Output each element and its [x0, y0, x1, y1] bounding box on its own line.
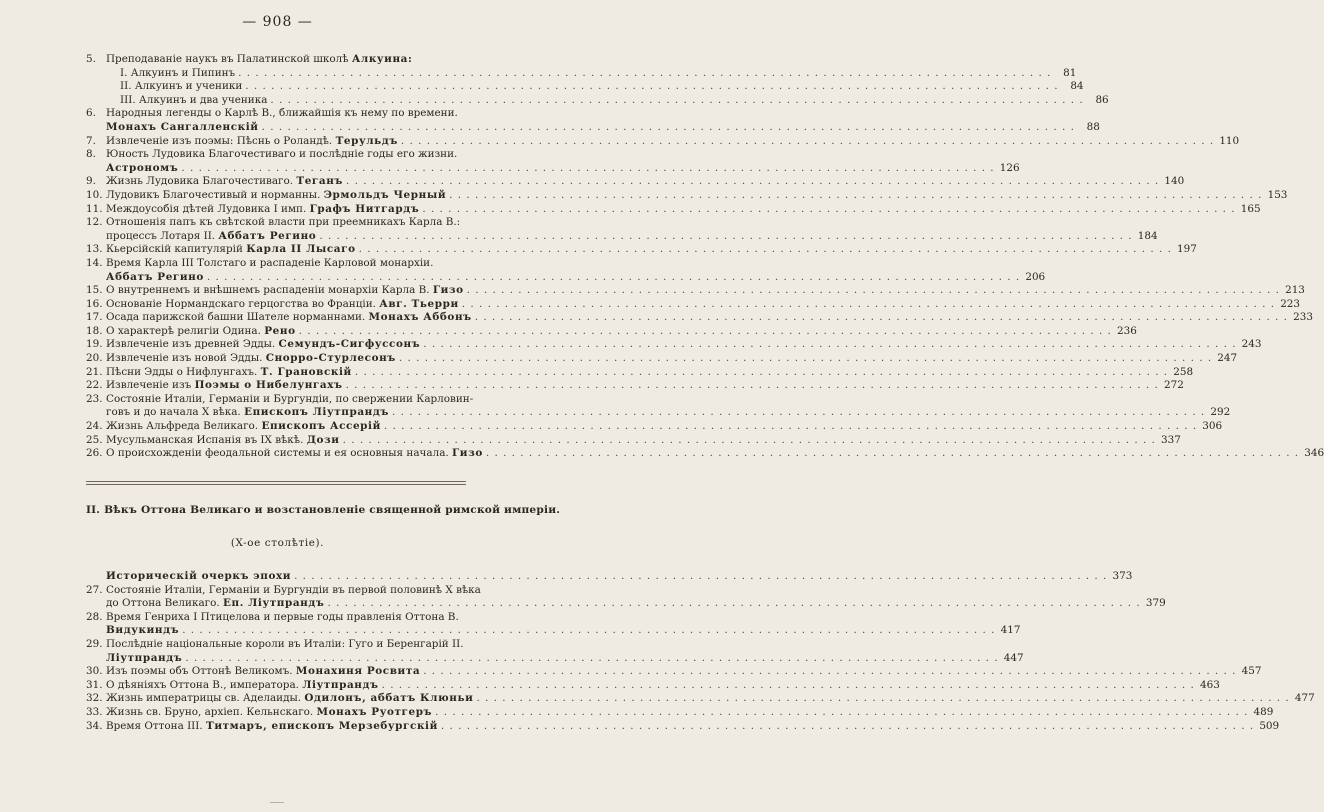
- entry-text: Состоянiе Италiи, Германiи и Бургундiи въ первой половинѣ X вѣка: [106, 583, 481, 596]
- dot-leader: [245, 80, 1058, 94]
- entry-author: Титмаръ, епископъ Мерзебургскiй: [206, 719, 438, 732]
- entry-author: Аббатъ Регино: [218, 229, 317, 242]
- toc-entry: [86, 229, 1158, 244]
- entry-number: 10.: [86, 188, 103, 201]
- dot-leader: [319, 230, 1132, 244]
- toc-entry: [86, 284, 1305, 298]
- entry-author: Т. Грановскiй: [260, 365, 352, 378]
- toc-entry: [86, 624, 1021, 638]
- toc-entry: [86, 611, 464, 625]
- entry-title: [106, 434, 340, 448]
- entry-text: Основанiе Нормандскаго герцогства во Францiи.: [106, 297, 376, 310]
- entry-page-number: 337: [1161, 433, 1181, 446]
- entry-author: Монахъ Сангалленскiй: [106, 120, 259, 133]
- toc-entry: [86, 216, 464, 230]
- entry-text: Извлеченiе изъ поэмы: Пѣснь о Роландѣ.: [106, 134, 333, 147]
- entry-text: О происхожденiи феодальной системы и ея основныя начала.: [106, 447, 449, 460]
- page-bottom-mark: [270, 802, 284, 803]
- entry-page-number: 243: [1241, 338, 1262, 351]
- entry-page-number: 86: [1095, 93, 1109, 106]
- entry-page-number: 126: [999, 161, 1020, 174]
- entry-text: Мусульманская Испанiя въ IX вѣкѣ.: [106, 433, 304, 446]
- entry-text: II. Алкуинъ и ученики: [120, 80, 243, 93]
- entry-title: [86, 162, 178, 176]
- dot-leader: [486, 447, 1299, 461]
- entry-author: Гизо: [452, 447, 483, 460]
- entry-text: Пѣсни Эдды о Нифлунгахъ.: [106, 365, 258, 378]
- toc-entry: [86, 719, 1280, 734]
- entry-number: 17.: [86, 311, 103, 324]
- entry-author: Эрмольдъ Черный: [323, 188, 447, 201]
- entry-title: [86, 406, 389, 420]
- entry-title: [106, 311, 472, 325]
- dot-leader: [422, 203, 1235, 217]
- dot-leader: [185, 652, 998, 666]
- entry-author: Историческiй очеркъ эпохи: [106, 570, 292, 582]
- entry-title: [106, 393, 473, 407]
- dot-leader: [270, 94, 1083, 108]
- page-number: — 908 —: [242, 14, 313, 30]
- entry-title: [86, 94, 267, 108]
- entry-text: Время Карла III Толстаго и распаденiе Карловой монархiи.: [106, 256, 434, 269]
- dot-leader: [449, 189, 1262, 203]
- toc-entry: [86, 175, 1185, 189]
- toc-entry: [86, 107, 464, 121]
- entry-page-number: 140: [1164, 175, 1185, 188]
- toc-entry: [86, 692, 1315, 706]
- dot-leader: [392, 406, 1205, 420]
- toc-entry: [86, 188, 1288, 203]
- entry-author: Графъ Нитгардъ: [309, 202, 420, 215]
- entry-title: [86, 624, 179, 638]
- entry-page-number: 373: [1112, 570, 1133, 582]
- entry-title: [106, 175, 343, 189]
- entry-title: [106, 189, 446, 203]
- section-divider-bottom: [86, 484, 466, 485]
- entry-number: 32.: [86, 692, 103, 705]
- entry-text: О характерѣ религiи Одина.: [106, 324, 261, 337]
- entry-page-number: 346: [1304, 447, 1324, 460]
- entry-text: III. Алкуинъ и два ученика: [120, 93, 268, 106]
- entry-text: Жизнь Альфреда Великаго.: [106, 420, 259, 433]
- entry-page-number: 165: [1240, 202, 1261, 215]
- entry-page-number: 306: [1202, 420, 1223, 433]
- toc-entry: [86, 406, 1231, 420]
- entry-author: Карла II Лысаго: [246, 243, 356, 256]
- entry-number: 22.: [86, 379, 103, 392]
- dot-leader: [182, 624, 995, 638]
- toc-entry: [86, 134, 1240, 149]
- entry-author: Поэмы о Нибелунгахъ: [194, 379, 343, 392]
- entry-text: Народныя легенды о Карлѣ В., ближайшiя къ нему по времени.: [106, 107, 458, 120]
- entry-title: [106, 611, 459, 625]
- entry-author: Теганъ: [296, 175, 343, 188]
- entry-title: [86, 652, 182, 666]
- entry-number: 20.: [86, 352, 103, 365]
- entry-number: 14.: [86, 256, 103, 269]
- entry-number: 6.: [86, 107, 96, 120]
- entry-text: Извлеченiе изъ древней Эдды.: [106, 338, 276, 351]
- entry-title: [106, 53, 412, 67]
- dot-leader: [435, 706, 1248, 720]
- entry-author: Гизо: [432, 284, 464, 297]
- entry-page-number: 206: [1025, 270, 1046, 283]
- entry-number: 16.: [86, 297, 103, 310]
- entry-text: Послѣднiе нацiональные короли въ Италiи: Гуго и Беренгарiй II.: [106, 637, 464, 650]
- entry-number: 5.: [86, 53, 96, 65]
- entry-author: Рено: [264, 324, 296, 337]
- entry-page-number: 81: [1063, 66, 1077, 79]
- toc-entry: [86, 80, 1084, 94]
- entry-number: 34.: [86, 719, 103, 732]
- entry-text: I. Алкуинъ и Пипинъ: [120, 66, 236, 79]
- entry-title: [106, 692, 473, 706]
- entry-author: Монахиня Росвита: [295, 665, 421, 678]
- entry-author: Семундъ-Сигфуссонъ: [278, 338, 421, 351]
- dot-leader: [343, 434, 1156, 448]
- entry-text: Жизнь Лудовика Благочестиваго.: [106, 175, 294, 188]
- entry-text: Время Генриха I Птицелова и первые годы правленiя Оттона В.: [106, 610, 459, 623]
- entry-number: 30.: [86, 665, 103, 678]
- entry-text: Жизнь св. Бруно, архiеп. Кельнскаго.: [106, 705, 314, 718]
- entry-title: [86, 230, 316, 244]
- entry-author: Одилонъ, аббатъ Клюньи: [304, 692, 474, 705]
- entry-number: 29.: [86, 637, 103, 650]
- toc-entry: [86, 270, 1046, 285]
- entry-page-number: 292: [1210, 406, 1231, 419]
- toc-entry: [86, 324, 1137, 339]
- entry-title: [106, 325, 296, 339]
- toc-entry: [86, 148, 464, 162]
- entry-author: Астрономъ: [106, 161, 179, 174]
- entry-number: 15.: [86, 284, 103, 297]
- entry-author: Лiутпрандъ: [106, 651, 183, 664]
- entry-text: Извлеченiе изъ новой Эдды.: [106, 352, 263, 365]
- dot-leader: [294, 570, 1107, 584]
- entry-title: [86, 121, 259, 135]
- dot-leader: [384, 420, 1197, 434]
- toc-entry: [86, 338, 1262, 352]
- entry-page-number: 233: [1293, 311, 1313, 324]
- entry-page-number: 258: [1173, 365, 1194, 378]
- toc-entry: [86, 257, 464, 271]
- entry-text: до Оттона Великаго.: [106, 597, 220, 610]
- entry-text: Жизнь императрицы св. Аделаиды.: [106, 692, 302, 705]
- toc-entry: [86, 352, 1238, 366]
- entry-number: 31.: [86, 678, 103, 691]
- dot-leader: [423, 338, 1236, 352]
- entry-number: 25.: [86, 433, 103, 446]
- toc-entry: [86, 651, 1024, 666]
- toc-entry: [86, 638, 464, 652]
- toc-entry: [86, 570, 1133, 584]
- section-divider-top: [86, 481, 466, 482]
- entry-text: Лудовикъ Благочестивый и норманны.: [106, 188, 321, 201]
- entry-title: [106, 243, 356, 257]
- dot-leader: [262, 121, 1075, 135]
- entry-title: [106, 366, 352, 380]
- dot-leader: [382, 679, 1195, 693]
- entry-title: [106, 720, 438, 734]
- dot-leader: [401, 135, 1214, 149]
- entry-author: Видукиндъ: [106, 624, 180, 637]
- entry-page-number: 477: [1294, 692, 1315, 705]
- entry-number: 27.: [86, 583, 103, 596]
- entry-title: [86, 67, 235, 81]
- entry-number: 21.: [86, 365, 103, 378]
- entry-title: [106, 447, 483, 461]
- entry-page-number: 184: [1137, 229, 1158, 242]
- toc-entry: [86, 705, 1274, 720]
- entry-number: 11.: [86, 202, 103, 215]
- entry-author: Еп. Лiутпрандъ: [222, 597, 325, 610]
- entry-page-number: 509: [1259, 719, 1280, 732]
- section-subheading: (X-ое столѣтiе).: [230, 537, 325, 549]
- entry-author: Аббатъ Регино: [106, 270, 204, 283]
- entry-page-number: 213: [1285, 284, 1305, 297]
- entry-text: Осада парижской башни Шателе норманнами.: [106, 311, 366, 324]
- dot-leader: [207, 271, 1020, 285]
- entry-page-number: 236: [1117, 324, 1137, 337]
- entry-page-number: 457: [1241, 665, 1262, 678]
- entry-number: 28.: [86, 610, 103, 623]
- entry-author: Снорро-Стурлесонъ: [265, 352, 396, 365]
- entry-page-number: 379: [1145, 597, 1166, 610]
- entry-text: Состоянiе Италiи, Германiи и Бургундiи, по свержении Карловин-: [106, 392, 474, 405]
- entry-number: 33.: [86, 705, 103, 718]
- entry-text: Кьерсiйскiй капитулярiй: [106, 243, 243, 256]
- dot-leader: [355, 366, 1168, 380]
- entry-title: [106, 257, 433, 271]
- entry-text: Преподаванiе наукъ въ Палатинской школѣ: [106, 53, 349, 65]
- toc-entry: [86, 379, 1184, 393]
- dot-leader: [346, 379, 1159, 393]
- toc-entry: [86, 311, 1313, 325]
- section-heading: II. Вѣкъ Оттона Великаго и возстановленiе священной римской имперiи.: [86, 504, 561, 516]
- entry-title: [106, 135, 398, 149]
- dot-leader: [467, 284, 1280, 298]
- dot-leader: [299, 325, 1112, 339]
- entry-author: Терульдъ: [335, 134, 398, 147]
- entry-page-number: 447: [1003, 651, 1024, 664]
- entry-number: 12.: [86, 216, 103, 229]
- toc-entry: [86, 420, 1223, 434]
- dot-leader: [238, 67, 1051, 81]
- entry-author: Епископъ Лiутпрандъ: [244, 406, 389, 419]
- entry-author: Монахъ Руотгеръ: [316, 705, 433, 718]
- entry-title: [106, 638, 464, 652]
- toc-entry: [86, 66, 1077, 81]
- entry-title: [106, 107, 458, 121]
- entry-author: Алкуина:: [351, 53, 413, 65]
- toc-entry: [86, 583, 481, 598]
- dot-leader: [475, 311, 1288, 325]
- entry-text: Изъ поэмы объ Оттонѣ Великомъ.: [106, 665, 293, 678]
- dot-leader: [476, 692, 1289, 706]
- entry-number: 8.: [86, 148, 96, 161]
- entry-text: Время Оттона III.: [106, 719, 203, 732]
- toc-entry: [86, 243, 1197, 257]
- entry-text: говъ и до начала X вѣка.: [106, 406, 241, 419]
- toc-entry: [86, 665, 1262, 679]
- entry-title: [106, 148, 457, 162]
- dot-leader: [327, 597, 1140, 611]
- entry-author: Монахъ Аббонъ: [368, 311, 472, 324]
- toc-entry: [86, 297, 1301, 312]
- entry-title: [106, 352, 396, 366]
- dot-leader: [441, 720, 1254, 734]
- dot-leader: [181, 162, 994, 176]
- toc-entry: [86, 53, 464, 67]
- entry-title: [106, 679, 379, 693]
- entry-title: [106, 706, 432, 720]
- dot-leader: [399, 352, 1212, 366]
- entry-page-number: 223: [1280, 297, 1301, 310]
- entry-title: [106, 284, 464, 298]
- entry-author: Епископъ Ассерiй: [261, 420, 381, 433]
- entry-text: О внутреннемъ и внѣшнемъ распаденiи монархiи Карла В.: [106, 284, 430, 297]
- entry-text: процессъ Лотаря II.: [106, 229, 216, 242]
- entry-title: [106, 298, 459, 312]
- entry-number: 24.: [86, 420, 103, 433]
- entry-page-number: 463: [1200, 678, 1220, 691]
- entry-number: 19.: [86, 338, 103, 351]
- entry-title: [106, 203, 419, 217]
- entry-number: 26.: [86, 447, 103, 460]
- entry-title: [86, 597, 324, 611]
- entry-title: [106, 584, 481, 598]
- toc-entry: [86, 597, 1166, 611]
- dot-leader: [346, 175, 1159, 189]
- toc-entry: [86, 678, 1220, 693]
- dot-leader: [462, 298, 1275, 312]
- entry-author: Дози: [306, 433, 340, 446]
- entry-title: [106, 379, 343, 393]
- toc-entry: [86, 202, 1261, 217]
- entry-page-number: 417: [1000, 624, 1021, 637]
- entry-title: [106, 338, 420, 352]
- entry-author: Авг. Тьерри: [379, 297, 459, 310]
- toc-entry: [86, 447, 1324, 461]
- entry-page-number: 247: [1217, 352, 1238, 365]
- entry-number: 7.: [86, 134, 96, 147]
- entry-page-number: 84: [1070, 80, 1084, 93]
- toc-entry: [86, 365, 1194, 380]
- entry-title: [86, 271, 204, 285]
- table-of-contents-part-2: [86, 570, 1315, 733]
- entry-page-number: 110: [1219, 134, 1240, 147]
- entry-title: [86, 80, 242, 94]
- toc-entry: [86, 161, 1020, 176]
- dot-leader: [423, 665, 1236, 679]
- toc-entry: [86, 120, 1100, 135]
- entry-title: [106, 420, 381, 434]
- entry-title: [106, 216, 460, 230]
- entry-number: 13.: [86, 243, 103, 256]
- entry-text: О дѣянiяхъ Оттона В., императора.: [106, 678, 299, 691]
- entry-text: Междоусобiя дѣтей Лудовика I имп.: [106, 202, 307, 215]
- entry-page-number: 88: [1086, 120, 1100, 133]
- dot-leader: [359, 243, 1172, 257]
- toc-entry: [86, 93, 1109, 108]
- entry-number: 23.: [86, 392, 103, 405]
- entry-page-number: 197: [1177, 243, 1197, 256]
- table-of-contents-part-1: [86, 53, 1324, 461]
- entry-page-number: 272: [1163, 379, 1184, 392]
- entry-number: 9.: [86, 175, 96, 188]
- entry-text: Отношенiя папъ къ свѣтской власти при преемникахъ Карла В.:: [106, 216, 461, 229]
- entry-text: Юность Лудовика Благочестиваго и послѣднiе годы его жизни.: [106, 148, 458, 161]
- entry-title: [86, 570, 291, 584]
- toc-entry: [86, 433, 1181, 448]
- entry-text: Извлеченiе изъ: [106, 379, 192, 392]
- entry-number: 18.: [86, 324, 103, 337]
- entry-title: [106, 665, 420, 679]
- toc-entry: [86, 392, 474, 407]
- entry-page-number: 489: [1253, 705, 1274, 718]
- entry-page-number: 153: [1267, 188, 1288, 201]
- entry-author: Лiутпрандъ: [302, 678, 379, 691]
